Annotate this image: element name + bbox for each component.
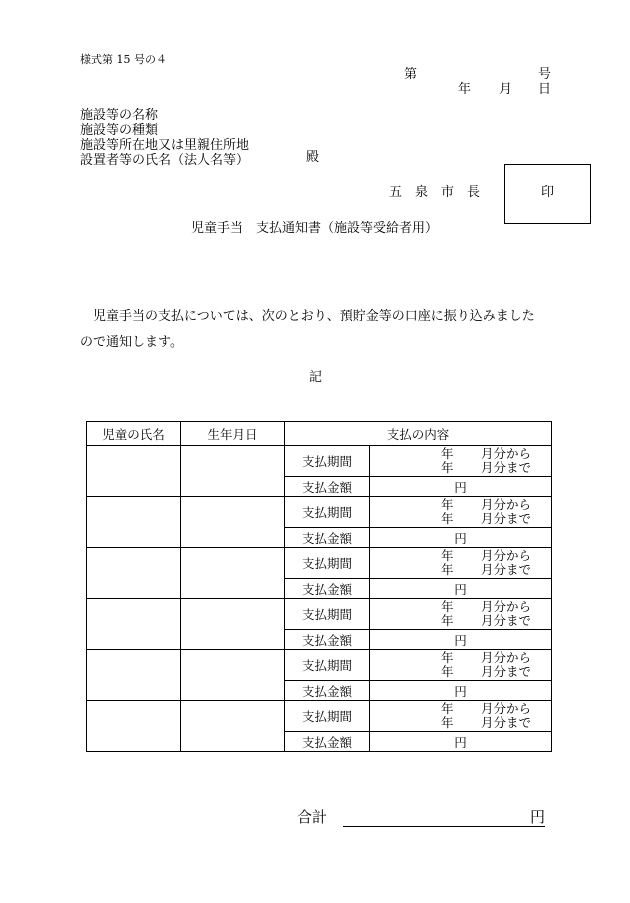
document-number-prefix: 第 [404,67,418,82]
period-from [441,702,531,716]
issuer-char: 泉 [415,185,429,200]
payment-period-value[interactable] [370,497,552,528]
year-unit: 年 [441,650,454,665]
ki-heading: 記 [309,370,323,385]
date-day-label: 日 [538,82,552,97]
recipient-block [80,108,249,168]
title-sub: 支払通知書（施設等受給者用） [256,221,439,236]
payment-period-label: 支払期間 [285,497,370,528]
child-name-cell[interactable] [87,548,181,599]
total-amount-field[interactable] [343,810,545,827]
document-title [191,222,438,235]
period-to [441,563,531,577]
table-row [87,650,552,681]
notice-line-1: 児童手当の支払については、次のとおり、預貯金等の口座に振り込みました [93,309,535,324]
to-month-text: 月分まで [481,562,532,577]
birth-date-cell[interactable] [181,599,285,650]
payment-amount-label: 支払金額 [285,528,370,548]
period-from [441,600,531,614]
from-month-text: 月分から [481,446,532,461]
title-main: 児童手当 [191,221,244,236]
birth-date-cell[interactable] [181,497,285,548]
to-month-text: 月分まで [481,511,532,526]
payment-period-value[interactable] [370,599,552,630]
founder-name-label: 設置者等の氏名（法人名等） [80,153,250,168]
period-from [441,498,531,512]
form-number: 様式第 15 号の４ [80,53,167,66]
year-unit: 年 [441,701,454,716]
payment-period-value[interactable] [370,548,552,579]
birth-date-cell[interactable] [181,650,285,701]
year-unit: 年 [441,613,454,628]
period-to [441,665,531,679]
payment-period-label: 支払期間 [285,701,370,732]
payment-period-label: 支払期間 [285,548,370,579]
to-month-text: 月分まで [481,613,532,628]
issuer-char: 市 [441,185,455,200]
payment-amount-value[interactable] [370,732,552,752]
header-payment-content: 支払の内容 [285,422,552,446]
issuer-char: 五 [389,185,403,200]
payment-period-label: 支払期間 [285,446,370,477]
period-from [441,447,531,461]
from-month-text: 月分から [481,650,532,665]
birth-date-cell[interactable] [181,446,285,497]
birth-date-cell[interactable] [181,548,285,599]
payment-amount-label: 支払金額 [285,630,370,650]
year-unit: 年 [441,511,454,526]
payment-period-value[interactable] [370,446,552,477]
from-month-text: 月分から [481,548,532,563]
seal-box [504,164,591,224]
year-unit: 年 [441,715,454,730]
payment-amount-value[interactable] [370,477,552,497]
seal-label: 印 [540,185,554,200]
from-month-text: 月分から [481,497,532,512]
payment-amount-value[interactable] [370,630,552,650]
payment-amount-value[interactable] [370,579,552,599]
to-month-text: 月分まで [481,664,532,679]
payment-amount-label: 支払金額 [285,681,370,701]
year-unit: 年 [441,599,454,614]
to-month-text: 月分まで [481,715,532,730]
period-to [441,614,531,628]
period-to [441,512,531,526]
payment-period-label: 支払期間 [285,650,370,681]
child-name-cell[interactable] [87,446,181,497]
year-unit: 年 [441,562,454,577]
child-name-cell[interactable] [87,497,181,548]
yen-unit: 円 [454,734,467,750]
child-name-cell[interactable] [87,650,181,701]
payment-amount-value[interactable] [370,528,552,548]
year-unit: 年 [441,664,454,679]
yen-unit: 円 [454,479,467,495]
period-to [441,461,531,475]
year-unit: 年 [441,460,454,475]
payment-period-label: 支払期間 [285,599,370,630]
year-unit: 年 [441,446,454,461]
issuer-title [389,186,493,199]
period-from [441,549,531,563]
to-month-text: 月分まで [481,460,532,475]
table-row [87,701,552,732]
header-birth-date: 生年月日 [181,422,285,446]
document-number-suffix: 号 [538,67,552,82]
from-month-text: 月分から [481,701,532,716]
payment-table-body [87,446,552,752]
table-row [87,446,552,477]
year-unit: 年 [441,548,454,563]
payment-period-value[interactable] [370,701,552,732]
notice-body [80,304,555,356]
birth-date-cell[interactable] [181,701,285,752]
yen-unit: 円 [454,581,467,597]
year-unit: 年 [441,497,454,512]
date-year-label: 年 [458,82,472,97]
total-yen-unit: 円 [530,808,546,826]
table-row [87,599,552,630]
date-month-label: 月 [499,82,513,97]
total-label: 合計 [297,808,328,826]
payment-table [86,421,552,752]
honorific: 殿 [306,150,320,165]
issuer-char: 長 [467,185,481,200]
child-name-cell[interactable] [87,701,181,752]
yen-unit: 円 [454,683,467,699]
payment-amount-label: 支払金額 [285,477,370,497]
yen-unit: 円 [454,530,467,546]
table-header-row [87,422,552,446]
header-child-name: 児童の氏名 [87,422,181,446]
period-to [441,716,531,730]
payment-amount-label: 支払金額 [285,732,370,752]
facility-type-label: 施設等の種類 [80,123,159,138]
from-month-text: 月分から [481,599,532,614]
yen-unit: 円 [454,632,467,648]
child-name-cell[interactable] [87,599,181,650]
facility-name-label: 施設等の名称 [80,108,159,123]
notice-line-2: ので通知します。 [80,335,183,350]
period-from [441,651,531,665]
table-row [87,497,552,528]
facility-address-label: 施設等所在地又は里親住所地 [80,138,250,153]
payment-amount-value[interactable] [370,681,552,701]
table-row [87,548,552,579]
payment-period-value[interactable] [370,650,552,681]
payment-amount-label: 支払金額 [285,579,370,599]
